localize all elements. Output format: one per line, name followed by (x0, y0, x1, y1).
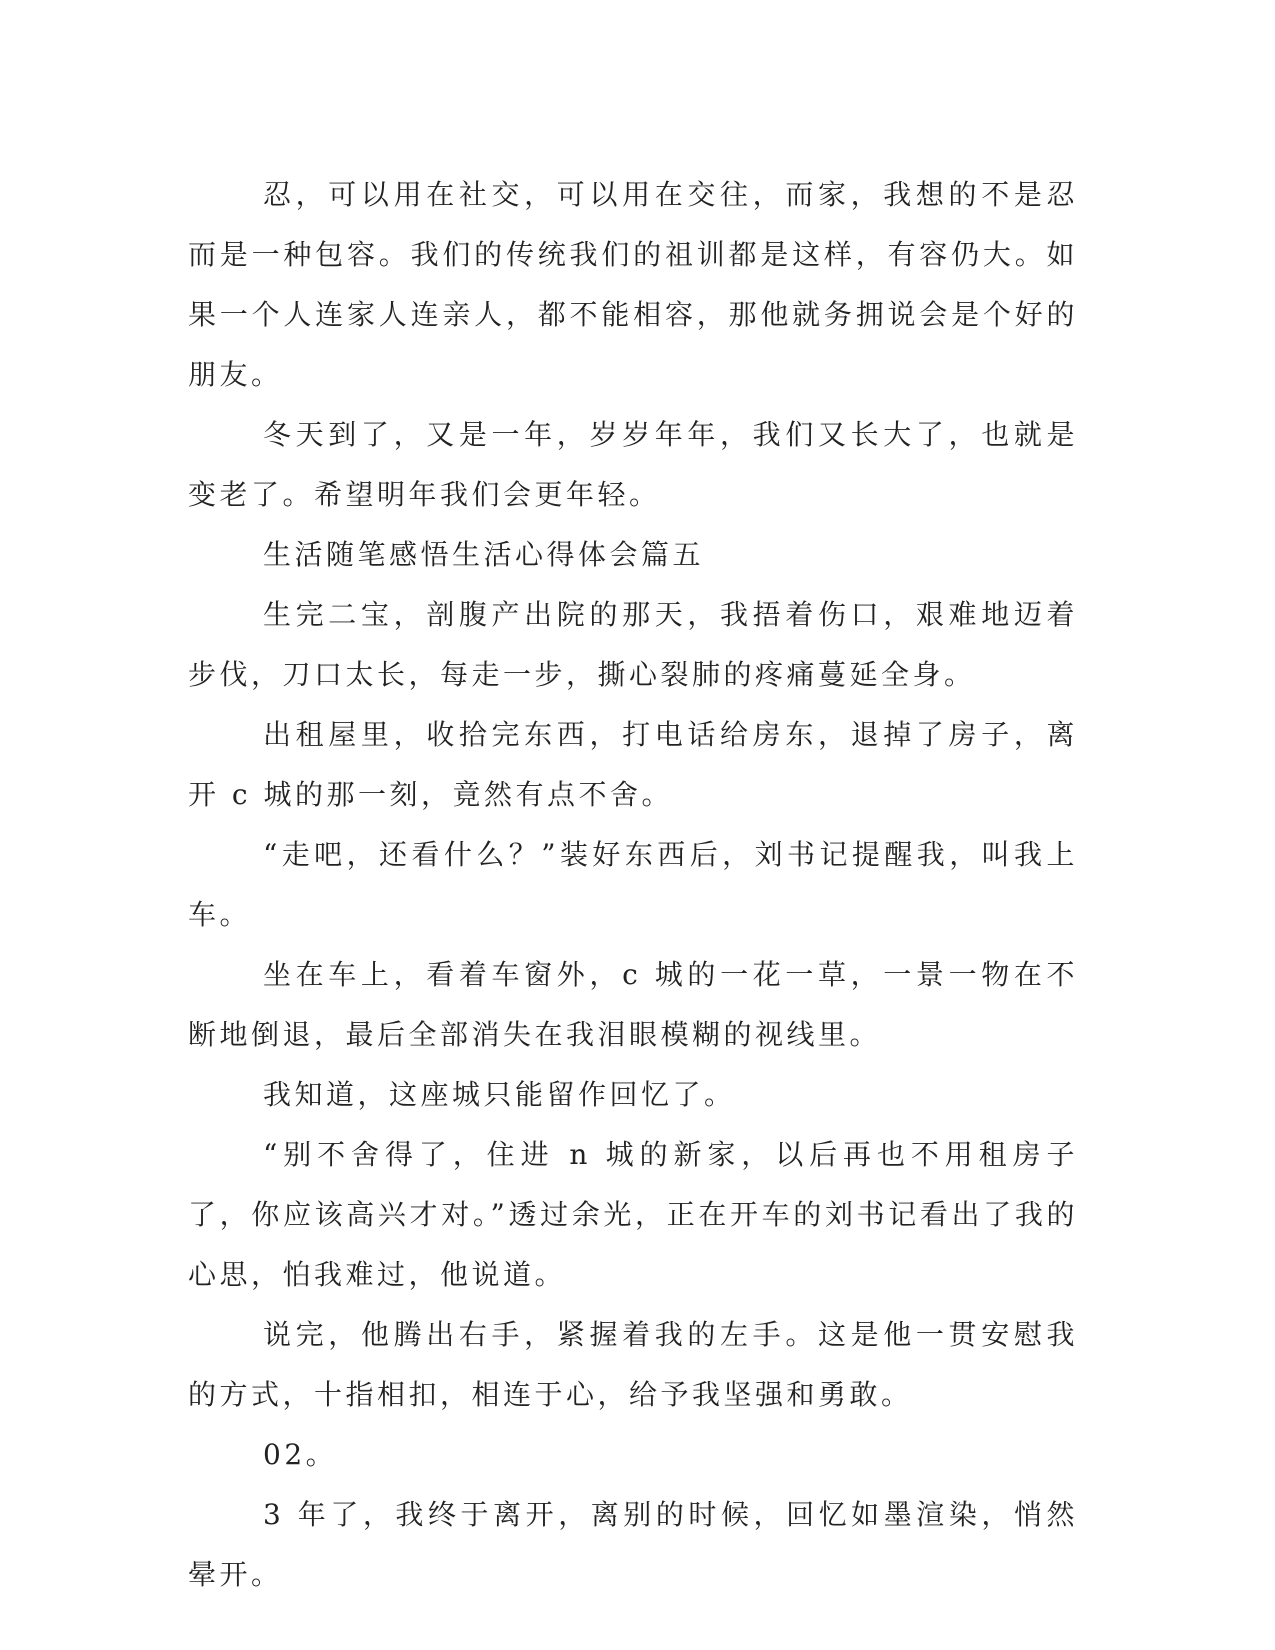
paragraph-4: 出租屋里，收拾完东西，打电话给房东，退掉了房子，离开 c 城的那一刻，竟然有点不舍。 (188, 718, 1078, 811)
paragraph-9: 说完，他腾出右手，紧握着我的左手。这是他一贯安慰我的方式，十指相扣，相连于心，给予我坚强和勇敢。 (188, 1318, 1078, 1411)
paragraph-7: 我知道，这座城只能留作回忆了。 (263, 1078, 736, 1111)
paragraph-6: 坐在车上，看着车窗外，c 城的一花一草，一景一物在不断地倒退，最后全部消失在我泪眼模糊的视线里。 (188, 958, 1078, 1051)
section-heading: 生活随笔感悟生活心得体会篇五 (263, 538, 705, 571)
paragraph-2: 冬天到了，又是一年，岁岁年年，我们又长大了，也就是变老了。希望明年我们会更年轻。 (188, 418, 1078, 511)
document-body (188, 165, 1078, 1605)
paragraph-10: 02。 (263, 1438, 338, 1471)
paragraph-3: 生完二宝，剖腹产出院的那天，我捂着伤口，艰难地迈着步伐，刀口太长，每走一步，撕心裂肺的疼痛蔓延全身。 (188, 598, 1078, 691)
paragraph-1: 忍，可以用在社交，可以用在交往，而家，我想的不是忍而是一种包容。我们的传统我们的祖训都是这样，有容仍大。如果一个人连家人连亲人，都不能相容，那他就务拥说会是个好的朋友。 (188, 178, 1078, 391)
paragraph-8: “别不舍得了，住进 n 城的新家，以后再也不用租房子了，你应该高兴才对。”透过余光，正在开车的刘书记看出了我的心思，怕我难过，他说道。 (188, 1138, 1078, 1291)
paragraph-5: “走吧，还看什么？”装好东西后，刘书记提醒我，叫我上车。 (188, 838, 1078, 931)
paragraph-11: 3 年了，我终于离开，离别的时候，回忆如墨渲染，悄然晕开。 (188, 1498, 1078, 1591)
